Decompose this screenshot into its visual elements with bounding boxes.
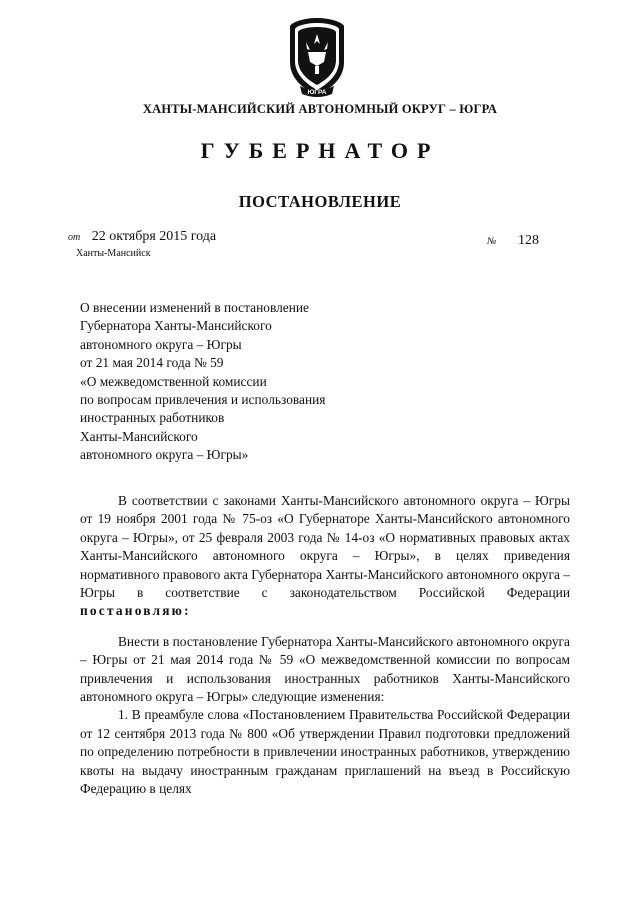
subject-line: автономного округа – Югры <box>80 336 242 352</box>
amendment-item-1: 1. В преамбуле слова «Постановлением Правительства Российской Федерации от 12 сентября 2013 года № 800 «Об утверждении Правил подготовки предложений по определению потребности в привлечении иностранных работников, утверждению квоты на выдачу иностранным гражданам приглашений на въезд в Российскую Федерацию в целях <box>80 707 570 797</box>
region-title: ХАНТЫ-МАНСИЙСКИЙ АВТОНОМНЫЙ ОКРУГ – ЮГРА <box>142 102 498 116</box>
svg-text:ЮГРА: ЮГРА <box>307 89 327 96</box>
subject-line: по вопросам привлечения и использования <box>80 392 326 408</box>
number-sign: № <box>487 236 497 247</box>
subject-line: Ханты-Мансийского <box>80 428 198 444</box>
subject-line: иностранных работников <box>80 410 225 426</box>
subject-line: Губернатора Ханты-Мансийского <box>80 318 272 334</box>
preamble-text: В соответствии с законами Ханты-Мансийского автономного округа – Югры от 19 ноября 2001 года № 75-оз «О Губернаторе Ханты-Мансийского автономного округа – Югры», от 25 февраля 2003 года № 14-оз «О нормативных правовых актах Ханты-Мансийского автономного округа – Югры», в целях приведения нормативного правового акта Губернатора Ханты-Мансийского автономного округа – Югры в соответствие с законодательством Российской Федерации <box>80 493 570 601</box>
subject-line: О внесении изменений в постановление <box>80 300 309 315</box>
authority-title: ГУБЕРНАТОР <box>200 138 440 163</box>
resolution-word: постановляю: <box>80 603 191 619</box>
coat-of-arms-emblem <box>284 16 350 100</box>
date-prefix: от <box>68 232 81 243</box>
document-number: 128 <box>517 233 539 248</box>
subject-line: от 21 мая 2014 года № 59 <box>80 355 224 371</box>
city-name: Ханты-Мансийск <box>76 248 151 259</box>
subject-line: автономного округа – Югры» <box>80 447 249 463</box>
number-line <box>487 233 539 249</box>
document-type-title: ПОСТАНОВЛЕНИЕ <box>238 192 402 211</box>
date-line <box>68 229 216 245</box>
document-date: 22 октября 2015 года <box>91 229 217 244</box>
document-body <box>80 492 570 799</box>
subject-line: «О межведомственной комиссии <box>80 373 267 389</box>
preamble-paragraph <box>80 492 570 621</box>
amendment-paragraph: Внести в постановление Губернатора Ханты-Мансийского автономного округа – Югры от 21 мая 2014 года № 59 «О межведомственной комиссии по вопросам привлечения и использования иностранных работников Ханты-Мансийского автономного округа – Югры» следующие изменения: <box>80 633 570 705</box>
document-subject <box>80 299 400 465</box>
